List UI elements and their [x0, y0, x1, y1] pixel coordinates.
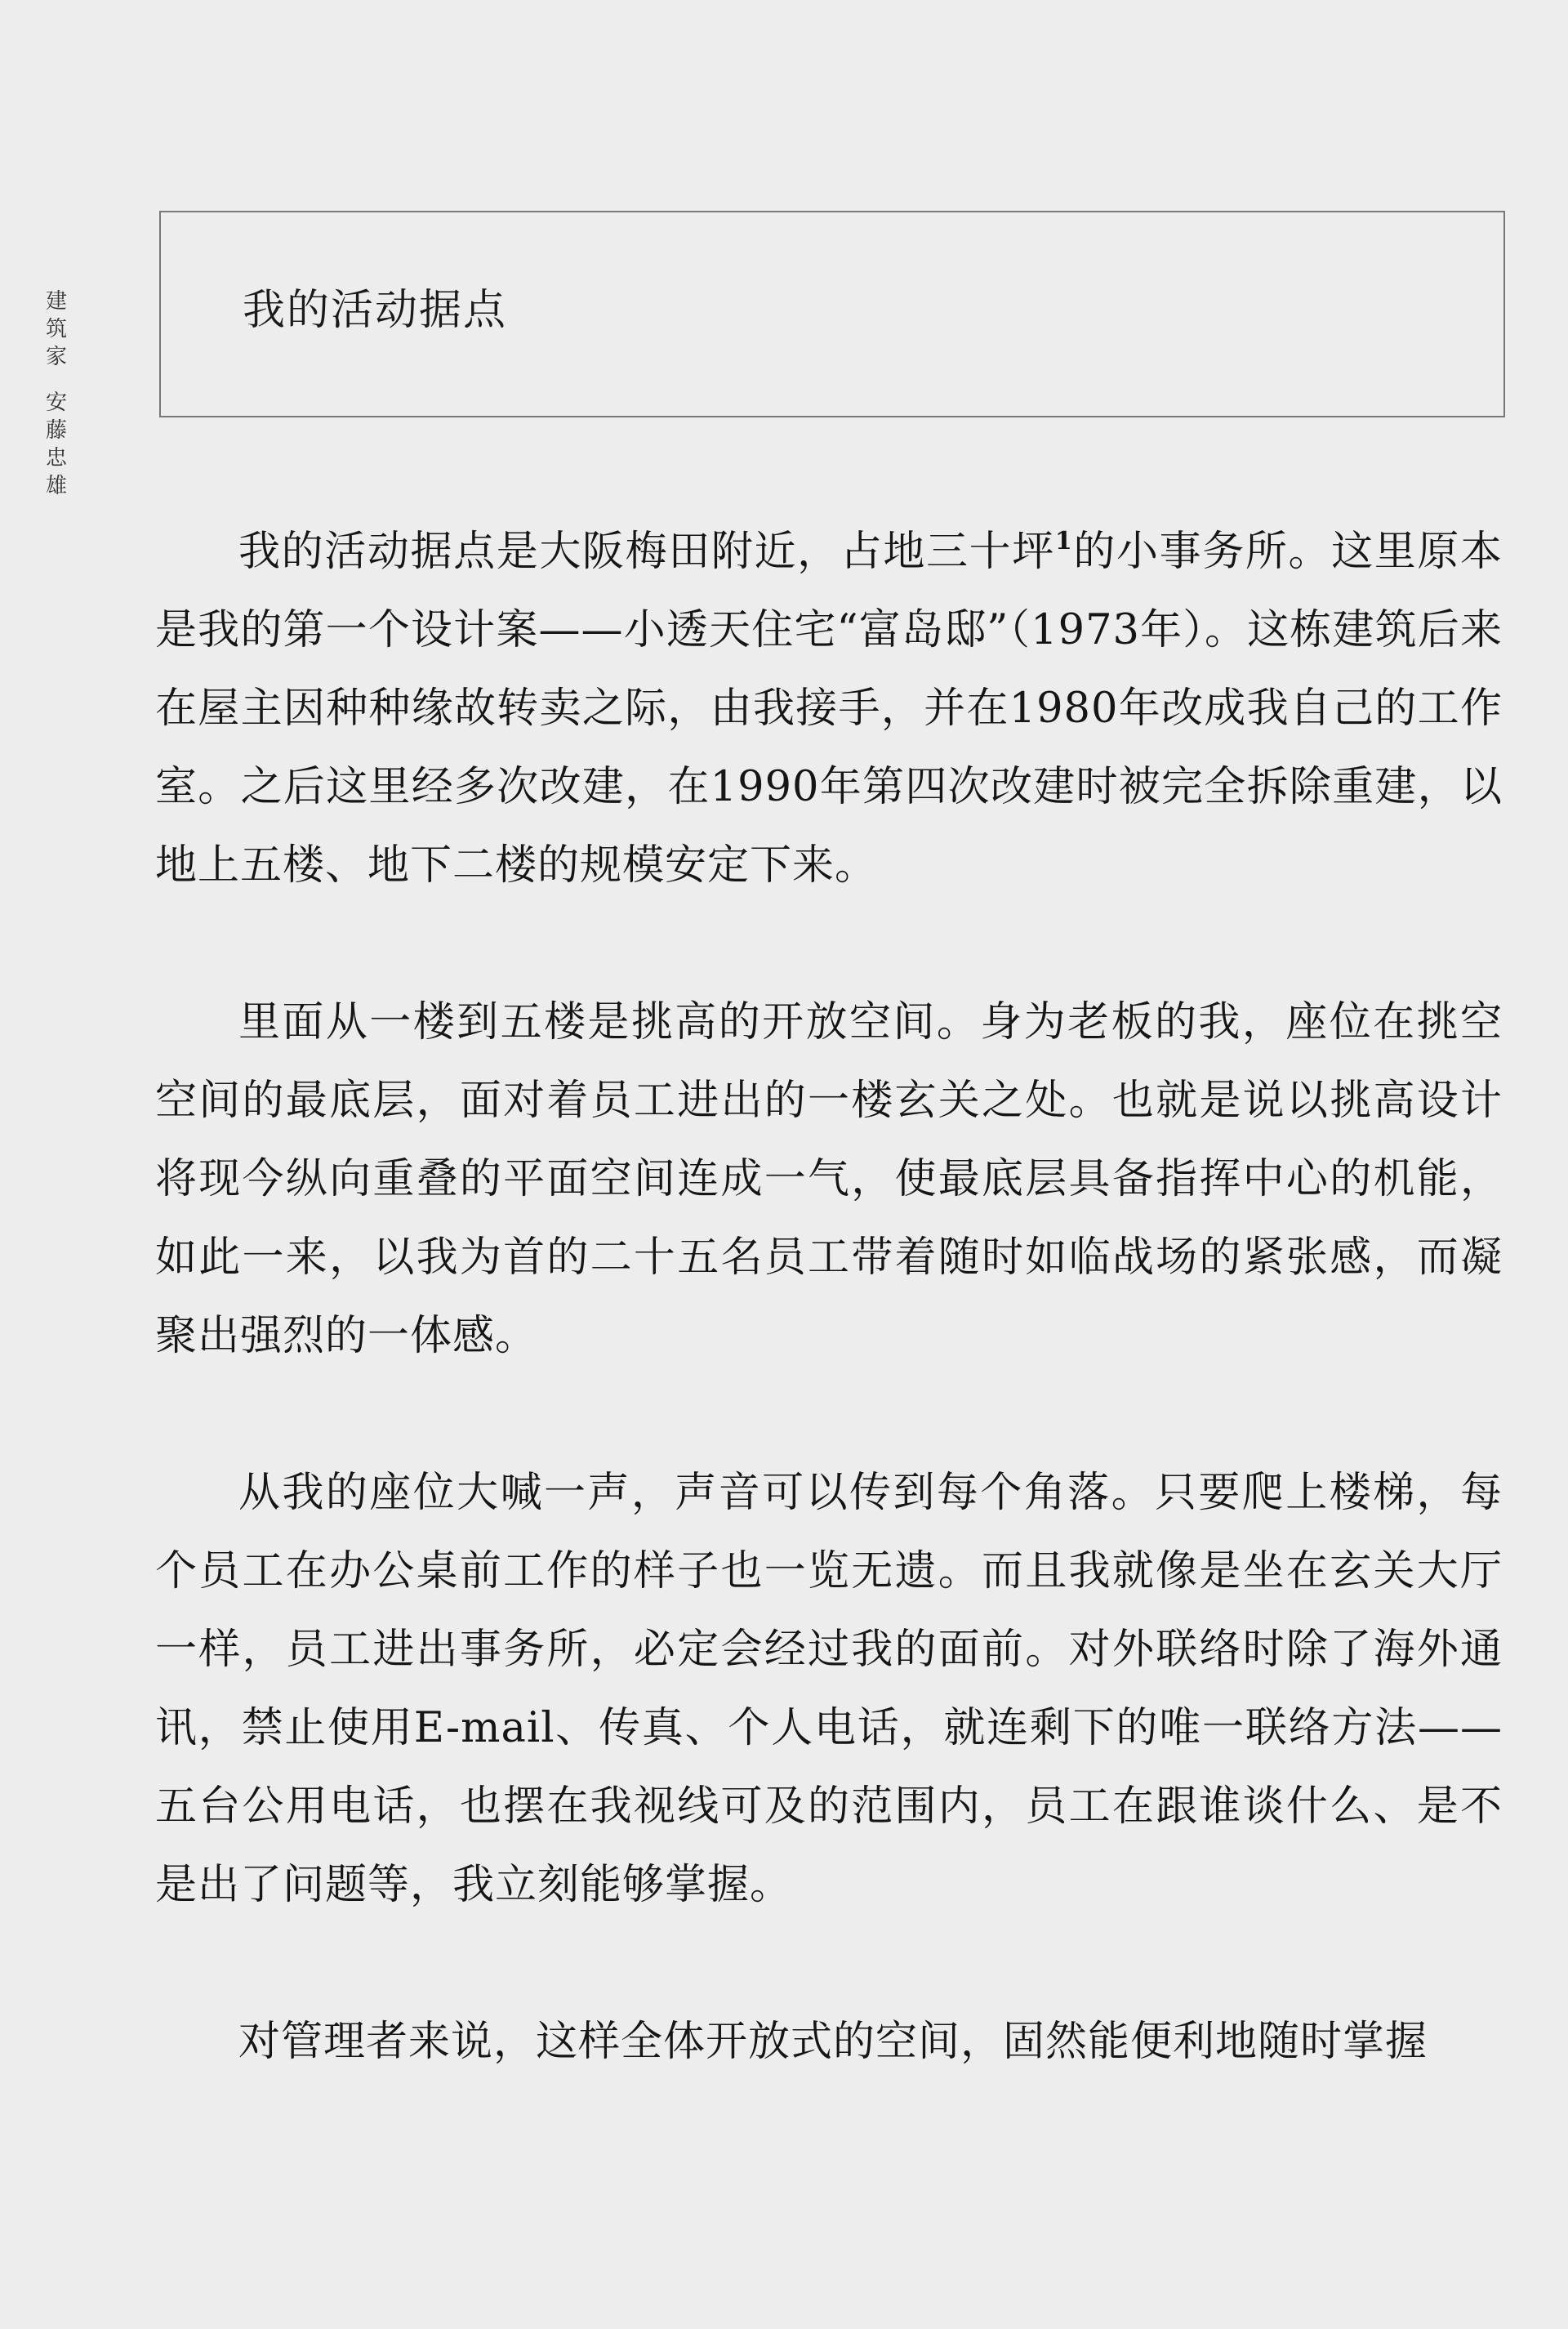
paragraph-1-text-after-note: 的小事务所。这里原本是我的第一个设计案——小透天住宅“富岛邸”（1973年）。这栋建筑后来在屋主因种种缘故转卖之际，由我接手，并在1980年改成我自己的工作室。之后这里经多次改建，在1990年第四次改建时被完全拆除重建，以地上五楼、地下二楼的规模安定下来。: [155, 528, 1503, 890]
paragraph-2: 里面从一楼到五楼是挑高的开放空间。身为老板的我，座位在挑空空间的最底层，面对着员工进出的一楼玄关之处。也就是说以挑高设计将现今纵向重叠的平面空间连成一气，使最底层具备指挥中心的机能，如此一来，以我为首的二十五名员工带着随时如临战场的紧张感，而凝聚出强烈的一体感。: [155, 998, 1503, 1360]
body-text: [155, 513, 1503, 2160]
running-head: [44, 288, 69, 500]
paragraph-3: 从我的座位大喊一声，声音可以传到每个角落。只要爬上楼梯，每个员工在办公桌前工作的样子也一览无遗。而且我就像是坐在玄关大厅一样，员工进出事务所，必定会经过我的面前。对外联络时除了海外通讯，禁止使用E-mail、传真、个人电话，就连剩下的唯一联络方法——五台公用电话，也摆在我视线可及的范围内，员工在跟谁谈什么、是不是出了问题等，我立刻能够掌握。: [155, 1469, 1503, 1909]
chapter-title-box: [159, 211, 1505, 417]
paragraph-4: 对管理者来说，这样全体开放式的空间，固然能便利地随时掌握: [238, 2018, 1428, 2066]
running-head-author: 安藤忠雄: [45, 390, 67, 498]
running-head-book-title: 建筑家: [45, 289, 67, 369]
footnote-marker[interactable]: 1: [1054, 527, 1073, 555]
running-head-gap: [44, 371, 69, 389]
paragraph-1-text-before-note: 我的活动据点是大阪梅田附近，占地三十坪: [238, 528, 1055, 576]
chapter-title: 我的活动据点: [243, 286, 508, 335]
paragraph-1: [155, 513, 1503, 905]
